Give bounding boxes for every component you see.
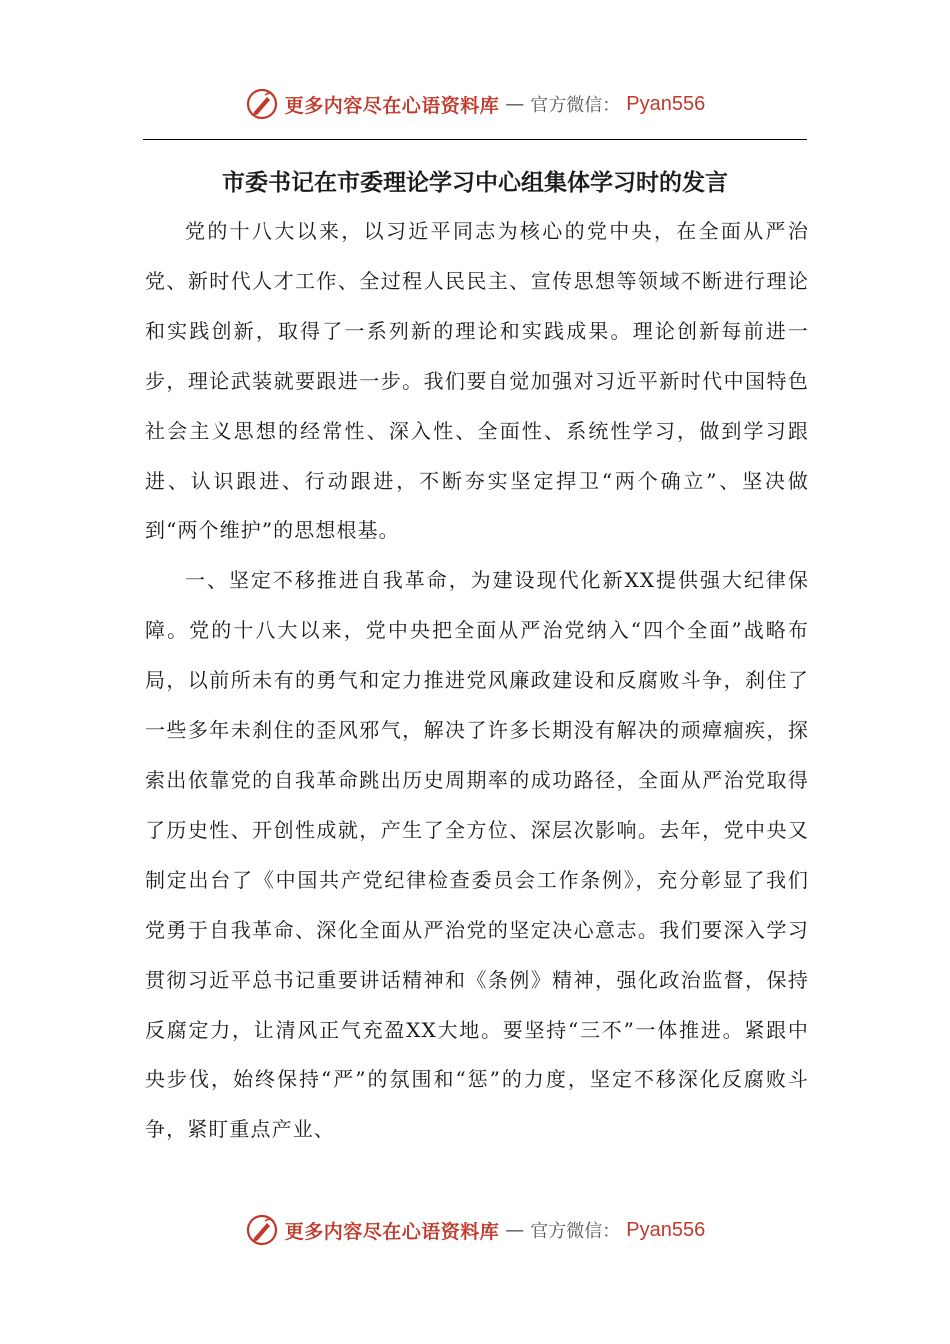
banner-wechat-id: Pyan556	[626, 92, 706, 115]
paragraph-intro: 党的十八大以来，以习近平同志为核心的党中央，在全面从严治党、新时代人才工作、全过程人民民主、宣传思想等领域不断进行理论和实践创新，取得了一系列新的理论和实践成果。理论创新每前进一步，理论武装就要跟进一步。我们要自觉加强对习近平新时代中国特色社会主义思想的经常性、深入性、全面性、系统性学习，做到学习跟进、认识跟进、行动跟进，不断夯实坚定捍卫“两个确立”、坚决做到“两个维护”的思想根基。	[145, 219, 809, 543]
banner-separator: —	[505, 1219, 525, 1241]
banner-separator: —	[505, 93, 525, 115]
paragraph-section-one: 一、坚定不移推进自我革命，为建设现代化新XX提供强大纪律保障。党的十八大以来，党中央把全面从严治党纳入“四个全面”战略布局，以前所未有的勇气和定力推进党风廉政建设和反腐败斗争，刹住了一些多年未刹住的歪风邪气，解决了许多长期没有解决的顽瘴痼疾，探索出依靠党的自我革命跳出历史周期率的成功路径，全面从严治党取得了历史性、开创性成就，产生了全方位、深层次影响。去年，党中央又制定出台了《中国共产党纪律检查委员会工作条例》，充分彰显了我们党勇于自我革命、深化全面从严治党的坚定决心意志。我们要深入学习贯彻习近平总书记重要讲话精神和《条例》精神，强化政治监督，保持反腐定力，让清风正气充盈XX大地。要坚持“三不”一体推进。紧跟中央步伐，始终保持“严”的氛围和“惩”的力度，坚定不移深化反腐败斗争，紧盯重点产业、	[145, 568, 809, 1142]
document-body	[145, 207, 809, 1155]
header-banner	[0, 84, 950, 124]
document-title: 市委书记在市委理论学习中心组集体学习时的发言	[222, 170, 728, 196]
banner-brand-text: 更多内容尽在心语资料库	[284, 94, 500, 117]
footer-banner	[0, 1210, 950, 1250]
banner-brand-text: 更多内容尽在心语资料库	[284, 1220, 500, 1243]
banner-wechat-label: 官方微信：	[530, 1221, 621, 1242]
header-divider	[143, 139, 807, 140]
banner-wechat-label: 官方微信：	[530, 95, 621, 116]
banner-wechat-id: Pyan556	[626, 1218, 706, 1241]
pen-logo-icon	[245, 1213, 279, 1247]
pen-logo-icon	[245, 87, 279, 121]
